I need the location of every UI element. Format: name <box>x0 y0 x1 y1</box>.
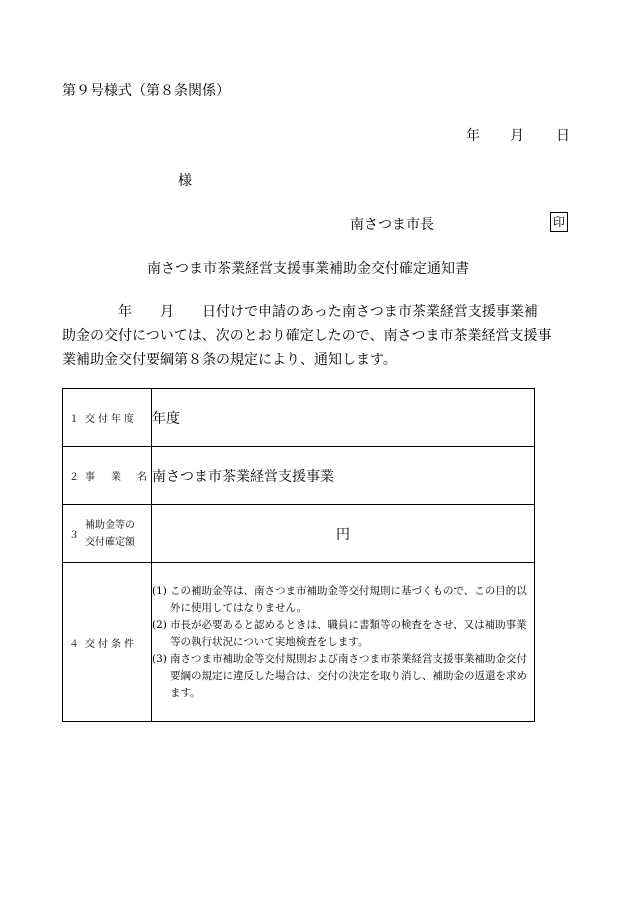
table-row <box>63 447 535 505</box>
condition-text: 市長が必要あると認めるときは、職員に書類等の検査をさせ、又は補助事業等の執行状況について実地検査をします。 <box>170 618 527 648</box>
body-paragraph <box>62 300 577 372</box>
row-number: １ <box>69 414 79 425</box>
fiscal-year-value: 年度 <box>152 389 535 447</box>
date-year: 年 <box>466 128 480 144</box>
condition-number: (3) <box>152 652 167 665</box>
row-number: ３ <box>69 530 79 541</box>
condition-number: (1) <box>152 584 167 597</box>
condition-item <box>152 583 534 617</box>
issuer-name: 南さつま市長 <box>350 217 434 233</box>
body-line: 助金の交付については、次のとおり確定したので、南さつま市茶業経営支援事 <box>62 328 552 344</box>
date-day: 日 <box>556 128 570 144</box>
conditions-cell <box>152 563 535 722</box>
table-row <box>63 505 535 563</box>
addressee-suffix: 様 <box>178 173 192 189</box>
date-month: 月 <box>510 128 524 144</box>
project-name-value: 南さつま市茶業経営支援事業 <box>152 447 535 505</box>
amount-value: 円 <box>152 505 535 563</box>
document-title: 南さつま市茶業経営支援事業補助金交付確定通知書 <box>147 261 469 277</box>
row-label: 交付条件 <box>85 638 137 650</box>
condition-item <box>152 617 534 651</box>
date-line <box>466 125 570 145</box>
row-label: 交付年度 <box>85 414 137 425</box>
row-label-line1: 補助金等の <box>85 519 135 531</box>
form-number: 第９号様式（第８条関係） <box>62 83 230 99</box>
condition-item <box>152 651 534 702</box>
row-number: ４ <box>69 638 79 650</box>
condition-number: (2) <box>152 618 167 631</box>
condition-text: この補助金等は、南さつま市補助金等交付規則に基づくもので、この目的以外に使用してはなりません。 <box>170 584 527 614</box>
detail-table <box>62 388 535 722</box>
table-row <box>63 389 535 447</box>
body-line: 年 月 日付けで申請のあった南さつま市茶業経営支援事業補 <box>62 304 538 320</box>
row-label-line2: 交付確定額 <box>85 536 135 548</box>
seal-mark: 印 <box>550 212 568 232</box>
condition-text: 南さつま市補助金等交付規則および南さつま市茶業経営支援事業補助金交付要綱の規定に違反した場合は、交付の決定を取り消し、補助金の返還を求めます。 <box>170 652 527 699</box>
body-line: 業補助金交付要綱第８条の規定により、通知します。 <box>62 352 397 368</box>
row-number: ２ <box>69 472 79 483</box>
table-row <box>63 563 535 722</box>
row-label: 事 業 名 <box>85 472 150 483</box>
